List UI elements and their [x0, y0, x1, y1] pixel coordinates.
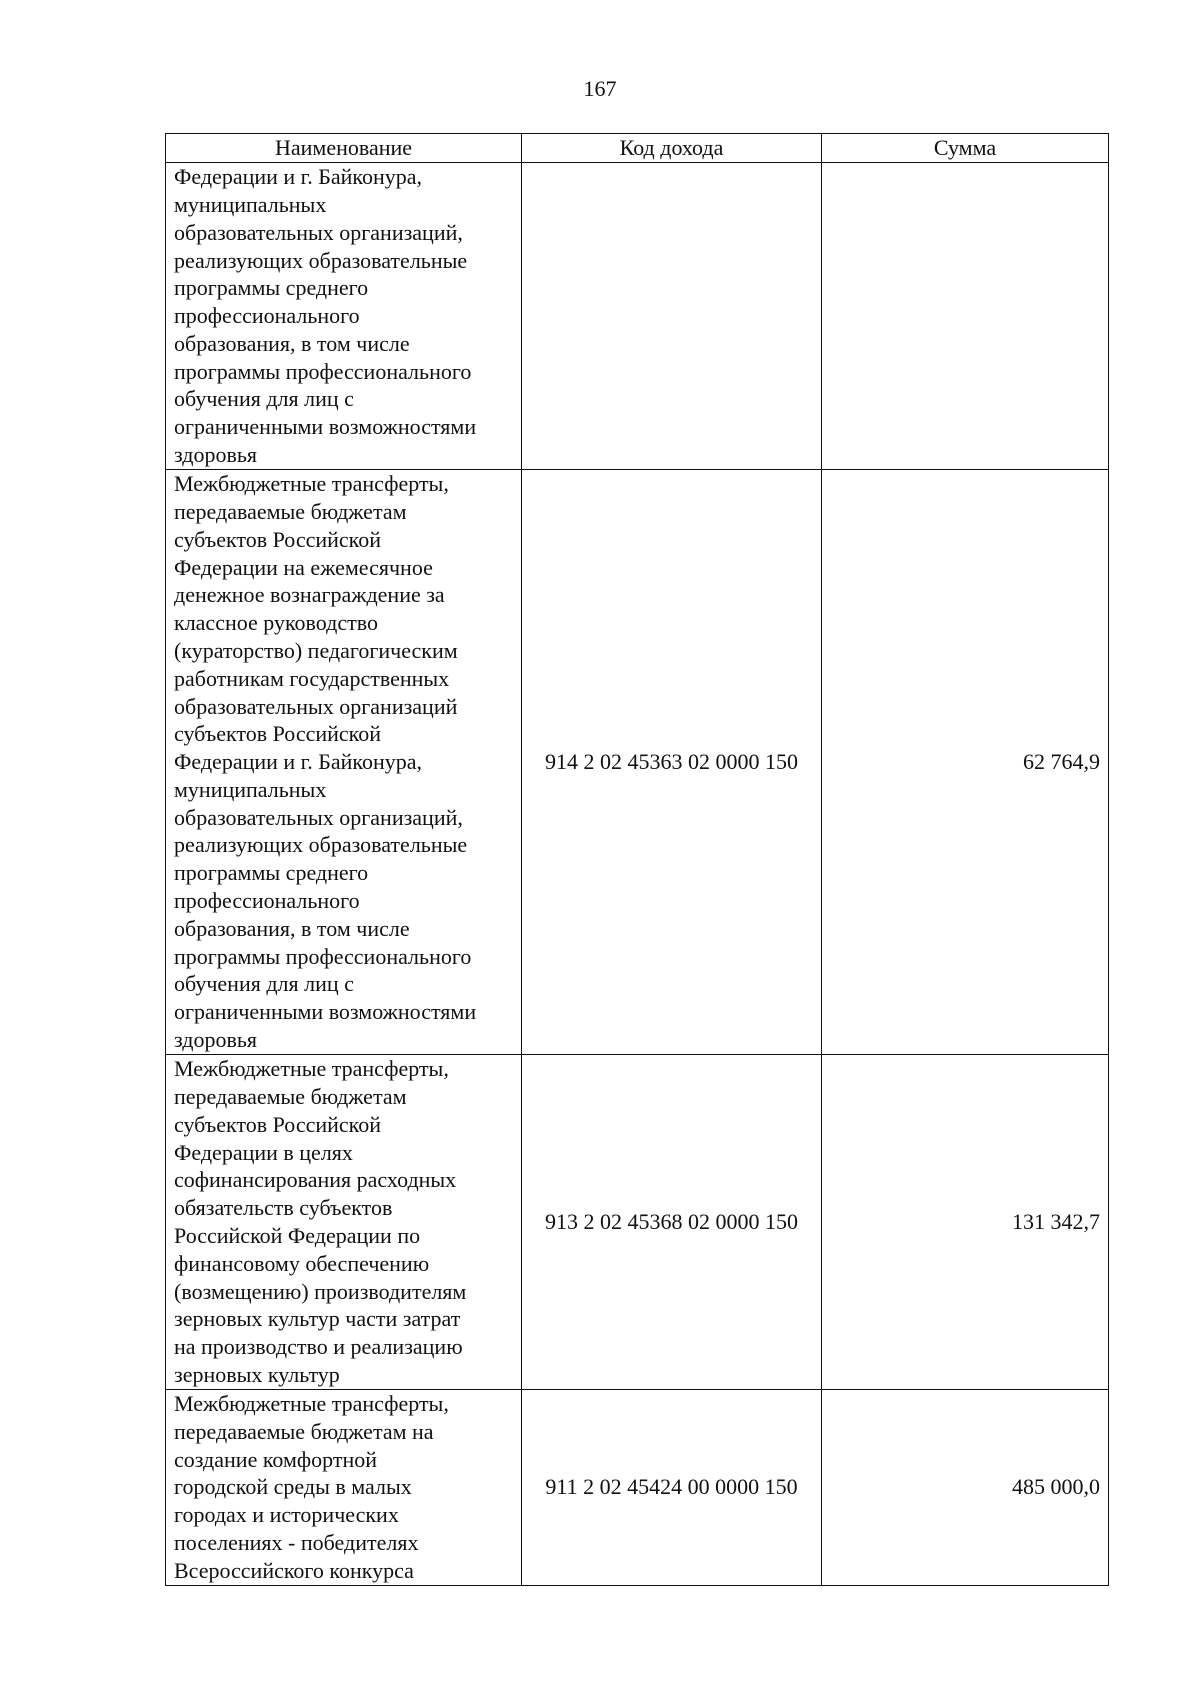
header-name: Наименование [166, 134, 522, 163]
row-name: Межбюджетные трансферты, передаваемые бюджетам на создание комфортной городской среды в малых городах и исторических поселениях - победителях Всероссийского конкурса [166, 1390, 522, 1586]
table-header [166, 134, 1109, 163]
row-sum [822, 163, 1109, 470]
table-row [166, 1390, 1109, 1586]
row-name: Межбюджетные трансферты, передаваемые бюджетам субъектов Российской Федерации в целях софинансирования расходных обязательств субъектов Российской Федерации по финансовому обеспечению (возмещению) производителям зерновых культур части затрат на производство и реализацию зерновых культур [166, 1055, 522, 1390]
page-number: 167 [583, 76, 617, 101]
row-name: Федерации и г. Байконура, муниципальных образовательных организаций, реализующих образовательные программы среднего профессионального образования, в том числе программы профессионального обучения для лиц с ограниченными возможностями здоровья [166, 163, 522, 470]
row-code: 914 2 02 45363 02 0000 150 [522, 470, 822, 1055]
table-row [166, 163, 1109, 470]
header-row [166, 134, 1109, 163]
row-sum: 62 764,9 [822, 470, 1109, 1055]
header-sum: Сумма [822, 134, 1109, 163]
row-code: 913 2 02 45368 02 0000 150 [522, 1055, 822, 1390]
income-table [165, 133, 1109, 1586]
table-row [166, 1055, 1109, 1390]
table-body [166, 163, 1109, 1586]
row-sum: 485 000,0 [822, 1390, 1109, 1586]
row-sum: 131 342,7 [822, 1055, 1109, 1390]
row-code: 911 2 02 45424 00 0000 150 [522, 1390, 822, 1586]
row-code [522, 163, 822, 470]
table-row [166, 470, 1109, 1055]
header-code: Код дохода [522, 134, 822, 163]
row-name: Межбюджетные трансферты, передаваемые бюджетам субъектов Российской Федерации на ежемесячное денежное вознаграждение за классное руководство (кураторство) педагогическим работникам государственных образовательных организаций субъектов Российской Федерации и г. Байконура, муниципальных образовательных организаций, реализующих образовательные программы среднего профессионального образования, в том числе программы профессионального обучения для лиц с ограниченными возможностями здоровья [166, 470, 522, 1055]
